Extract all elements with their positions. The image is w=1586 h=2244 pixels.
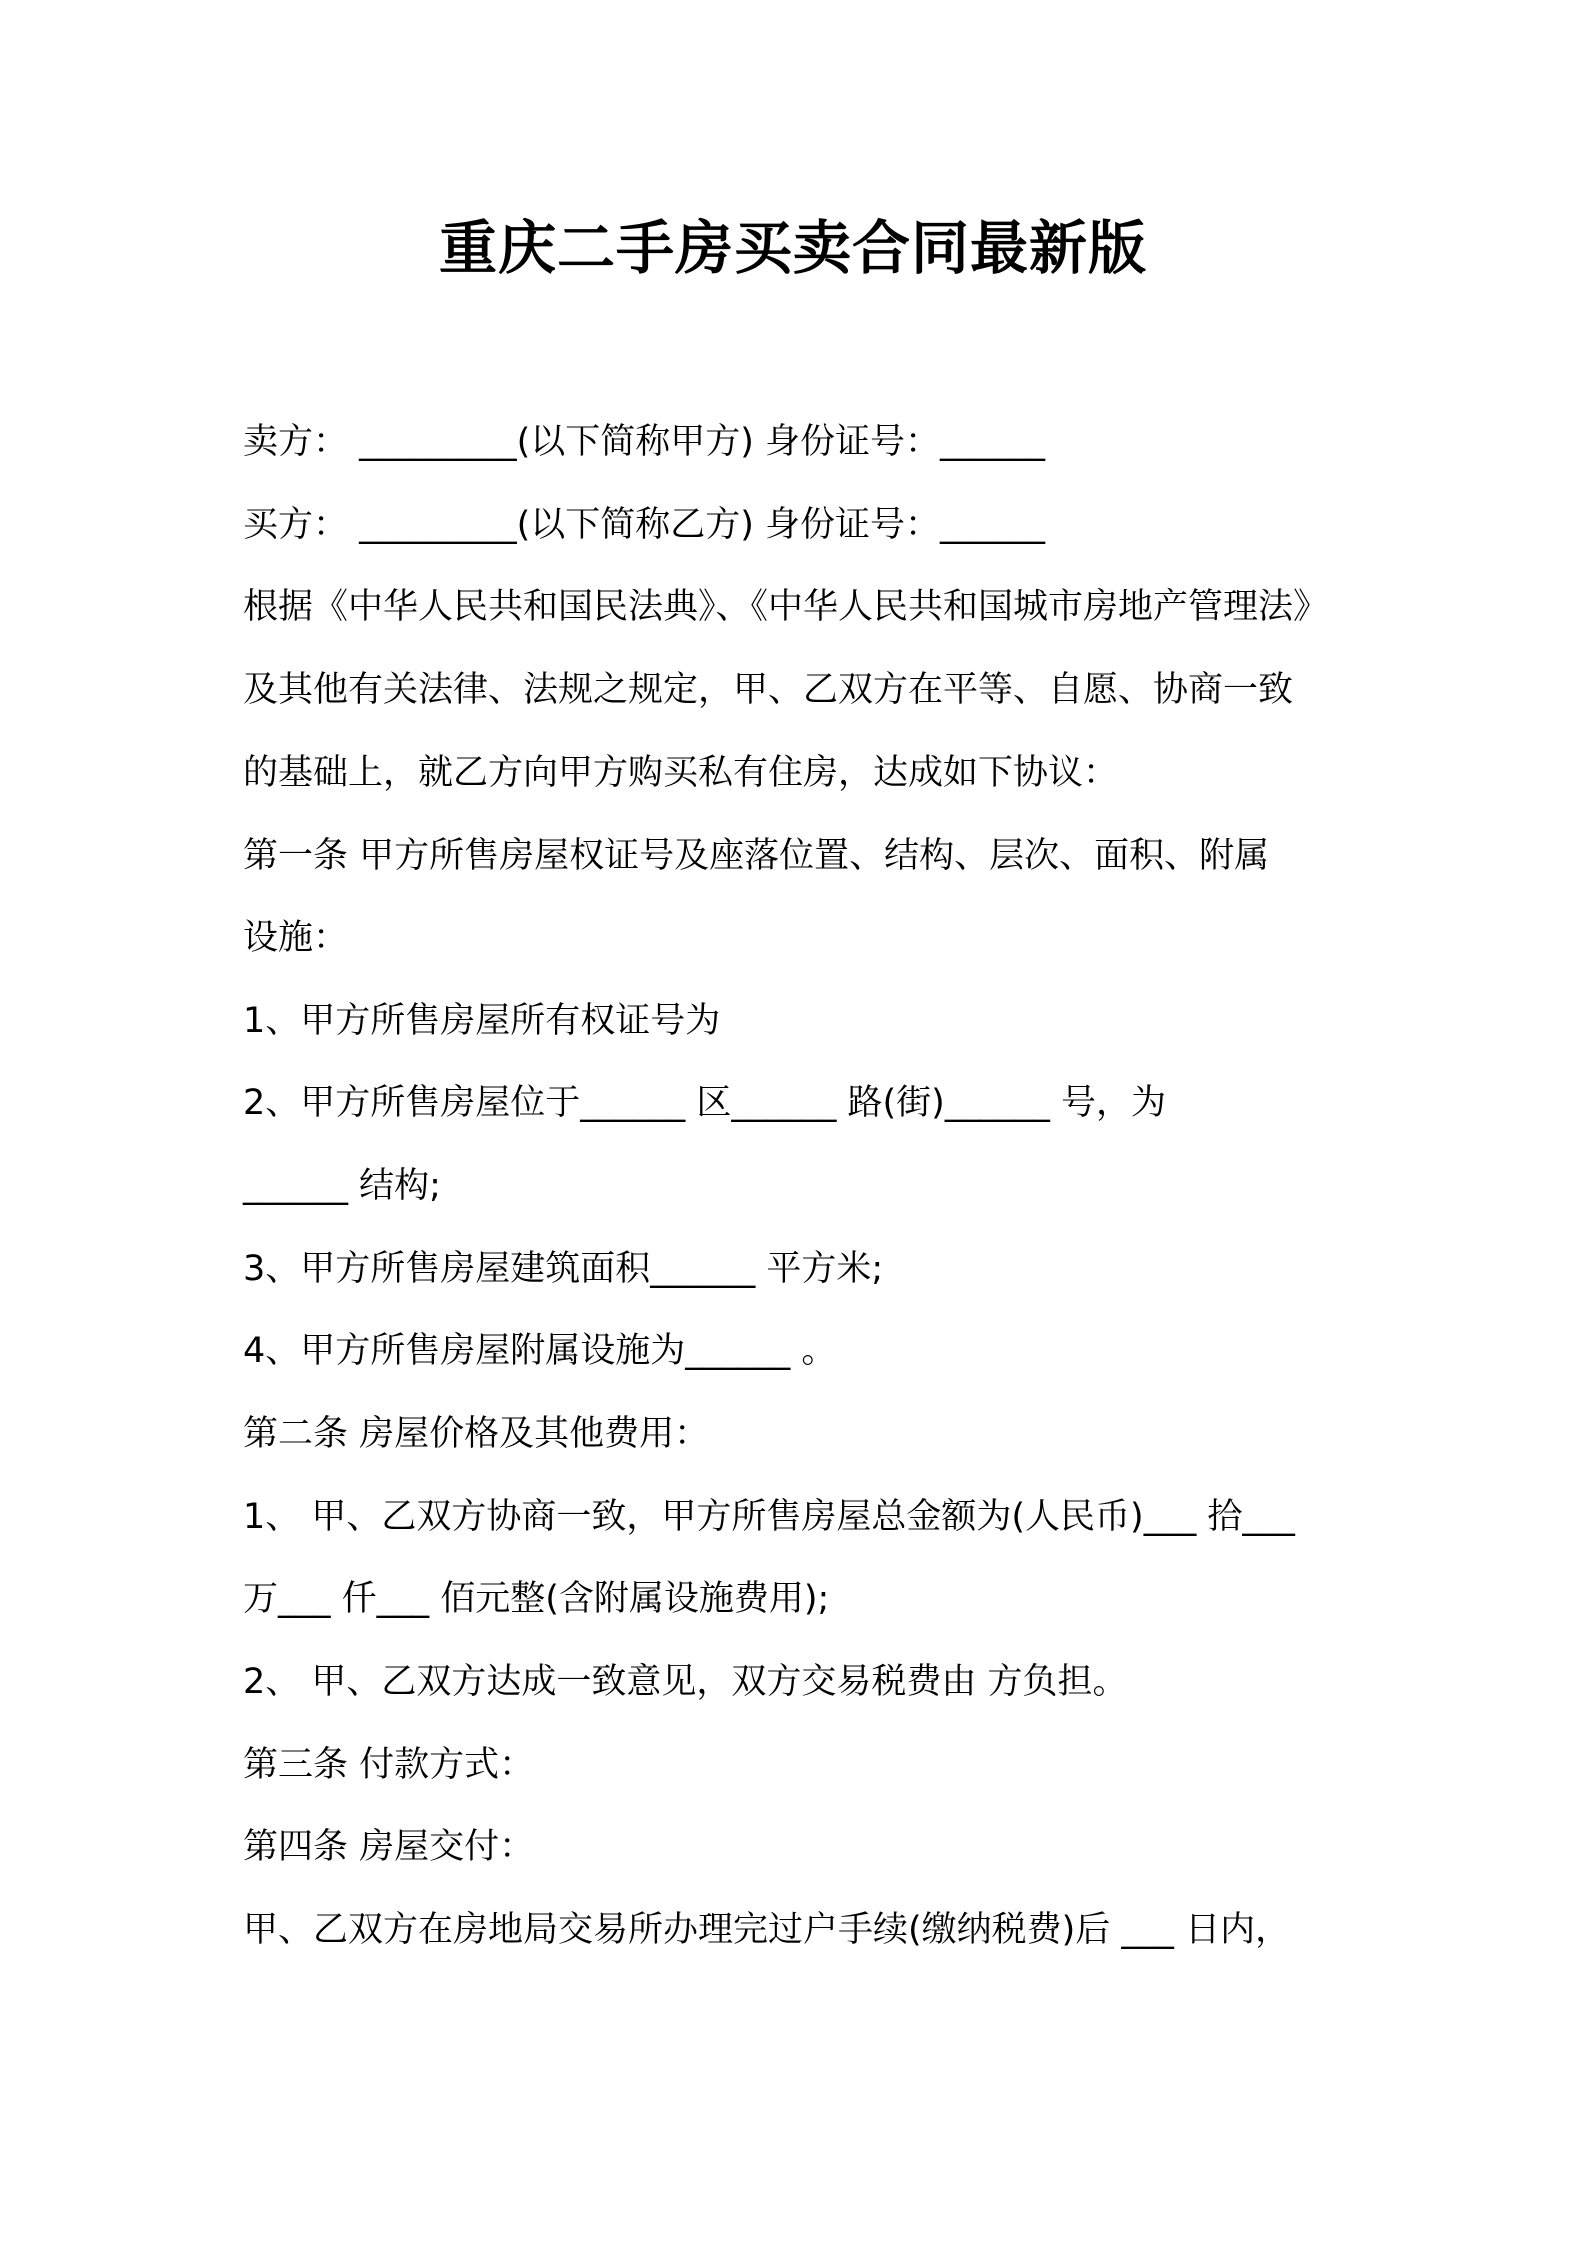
- article-2-item-1: 1、 甲、乙双方协商一致，甲方所售房屋总金额为(人民币)___ 拾___: [243, 1497, 1295, 1537]
- article-1-heading-cont: 设施：: [243, 918, 349, 958]
- preamble-line-3: 的基础上，就乙方向甲方购买私有住房，达成如下协议：: [243, 753, 1119, 793]
- article-1-item-4: 4、甲方所售房屋附属设施为______ 。: [243, 1331, 837, 1371]
- preamble-line-2: 及其他有关法律、法规之规定，甲、乙双方在平等、自愿、协商一致: [243, 670, 1294, 710]
- article-2-item-1-cont: 万___ 仟___ 佰元整(含附属设施费用);: [243, 1579, 830, 1619]
- article-1-item-2: 2、甲方所售房屋位于______ 区______ 路(街)______ 号，为: [243, 1083, 1166, 1123]
- buyer-line: 买方： _________(以下简称乙方) 身份证号：______: [243, 505, 1046, 545]
- article-1-item-3: 3、甲方所售房屋建筑面积______ 平方米;: [243, 1249, 884, 1289]
- document-title: 重庆二手房买卖合同最新版: [438, 214, 1147, 282]
- preamble-line-1: 根据《中华人民共和国民法典》、《中华人民共和国城市房地产管理法》: [243, 587, 1329, 627]
- article-2-heading: 第二条 房屋价格及其他费用：: [243, 1414, 710, 1454]
- article-1-heading: 第一条 甲方所售房屋权证号及座落位置、结构、层次、面积、附属: [243, 836, 1270, 876]
- seller-line: 卖方： _________(以下简称甲方) 身份证号：______: [243, 422, 1046, 462]
- article-3-heading: 第三条 付款方式：: [243, 1745, 535, 1785]
- article-1-item-2-cont: ______ 结构;: [243, 1166, 441, 1206]
- article-1-item-1: 1、甲方所售房屋所有权证号为: [243, 1001, 721, 1041]
- article-4-heading: 第四条 房屋交付：: [243, 1827, 535, 1867]
- article-2-item-2: 2、 甲、乙双方达成一致意见，双方交易税费由 方负担。: [243, 1662, 1128, 1702]
- article-4-text: 甲、乙双方在房地局交易所办理完过户手续(缴纳税费)后 ___ 日内，: [243, 1910, 1291, 1950]
